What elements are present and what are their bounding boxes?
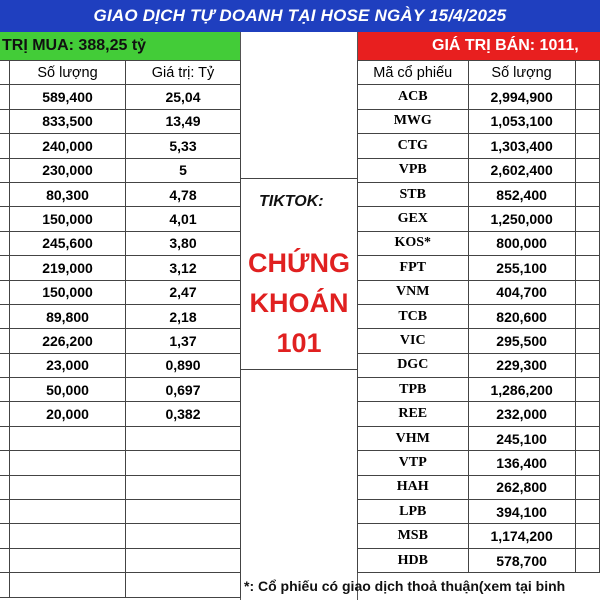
table-cell: 230,000 [10,158,126,182]
column-header: Số lượng [468,61,575,85]
table-row [358,475,600,499]
table-cell [10,451,126,475]
table-row [358,109,600,133]
table-cell [0,207,10,231]
table-cell: 1,250,000 [468,207,575,231]
table-cell: 23,000 [10,353,126,377]
table-cell: 1,053,100 [468,109,575,133]
table-cell [0,158,10,182]
table-cell: 0,697 [126,378,241,402]
table-cell: 2,994,900 [468,85,575,109]
table-row [0,353,241,377]
table-row [358,182,600,206]
table-cell: 1,37 [126,329,241,353]
table-cell: 3,80 [126,231,241,255]
table-cell [0,426,10,450]
footnote: *: Cổ phiếu có giao dịch thoả thuận(xem tại binh [244,578,566,594]
table-cell [0,353,10,377]
table-cell: 0,890 [126,353,241,377]
table-cell: 394,100 [468,500,575,524]
table-cell: ACB [358,85,469,109]
table-cell [575,182,599,206]
table-cell: 820,600 [468,304,575,328]
table-cell [0,524,10,548]
table-cell [575,109,599,133]
table-row [0,134,241,158]
table-cell: 2,47 [126,280,241,304]
table-row [0,85,241,109]
table-cell: CTG [358,134,469,158]
table-cell: 1,303,400 [468,134,575,158]
table-cell [10,500,126,524]
table-cell [0,304,10,328]
table-cell: 404,700 [468,280,575,304]
table-cell [0,548,10,572]
table-cell [0,475,10,499]
table-cell: VIC [358,329,469,353]
table-cell: 295,500 [468,329,575,353]
table-cell [126,426,241,450]
table-cell: 136,400 [468,451,575,475]
table-cell [0,256,10,280]
table-cell [575,548,599,572]
promo-brand-line1: CHỨNG [248,248,350,278]
table-cell: FPT [358,256,469,280]
table-cell: VPB [358,158,469,182]
table-row [358,378,600,402]
table-cell [0,500,10,524]
table-row [0,402,241,426]
table-cell: 226,200 [10,329,126,353]
table-row [0,231,241,255]
table-row [0,256,241,280]
table-row [0,158,241,182]
table-cell: DGC [358,353,469,377]
table-cell [575,207,599,231]
table-cell [0,329,10,353]
table-row [358,134,600,158]
table-cell [575,304,599,328]
table-cell: 1,174,200 [468,524,575,548]
table-cell [575,231,599,255]
promo-brand [241,243,357,363]
table-cell: 150,000 [10,207,126,231]
table-row [0,500,241,524]
table-cell [0,378,10,402]
table-cell [575,500,599,524]
table-row [358,426,600,450]
table-cell: LPB [358,500,469,524]
table-cell [126,524,241,548]
table-cell [575,256,599,280]
table-row [358,280,600,304]
table-row [358,451,600,475]
table-cell [126,500,241,524]
sell-table [357,60,600,573]
table-row [0,304,241,328]
table-row [358,304,600,328]
column-header: Mã cổ phiếu [358,61,469,85]
promo-box [241,178,357,370]
table-cell: 219,000 [10,256,126,280]
table-cell: TCB [358,304,469,328]
table-cell: 229,300 [468,353,575,377]
promo-brand-line3: 101 [276,328,322,358]
table-cell: 5 [126,158,241,182]
table-row [0,378,241,402]
table-cell [0,451,10,475]
table-cell: 5,33 [126,134,241,158]
table-cell [126,475,241,499]
table-cell: 4,01 [126,207,241,231]
table-cell [10,548,126,572]
table-row [358,231,600,255]
table-cell: STB [358,182,469,206]
table-cell: 245,600 [10,231,126,255]
table-cell: 89,800 [10,304,126,328]
table-cell: 852,400 [468,182,575,206]
table-cell [575,426,599,450]
column-header [0,61,10,85]
table-row [0,524,241,548]
table-cell: 800,000 [468,231,575,255]
table-row [0,182,241,206]
table-cell: 245,100 [468,426,575,450]
table-cell: 13,49 [126,109,241,133]
table-row [0,207,241,231]
table-row [358,402,600,426]
sell-total-bar: GIÁ TRỊ BÁN: 1011, [358,32,600,60]
table-cell: REE [358,402,469,426]
table-cell [0,182,10,206]
column-header: Số lượng [10,61,126,85]
table-row [358,329,600,353]
table-row [358,500,600,524]
table-cell: VHM [358,426,469,450]
table-cell: VNM [358,280,469,304]
table-row [0,573,241,597]
table-row [358,207,600,231]
table-cell: 2,602,400 [468,158,575,182]
table-cell: 2,18 [126,304,241,328]
table-cell: 80,300 [10,182,126,206]
table-row [358,353,600,377]
table-cell [0,85,10,109]
table-cell: HAH [358,475,469,499]
table-cell: 50,000 [10,378,126,402]
table-cell: VTP [358,451,469,475]
table-cell [575,85,599,109]
table-cell: 20,000 [10,402,126,426]
table-header-row [358,61,600,85]
table-cell [575,353,599,377]
table-row [0,280,241,304]
buy-table [0,60,241,598]
table-cell [0,280,10,304]
promo-label: TIKTOK: [259,193,324,210]
table-row [0,475,241,499]
table-cell [0,402,10,426]
table-cell: 1,286,200 [468,378,575,402]
table-row [0,548,241,572]
page-title: GIAO DỊCH TỰ DOANH TẠI HOSE NGÀY 15/4/2025 [0,0,600,32]
table-row [0,426,241,450]
table-cell [0,573,10,597]
table-cell [575,158,599,182]
table-cell: 0,382 [126,402,241,426]
table-cell: KOS* [358,231,469,255]
table-cell [575,451,599,475]
table-row [0,451,241,475]
table-cell: 833,500 [10,109,126,133]
table-row [358,158,600,182]
table-cell: 589,400 [10,85,126,109]
table-cell: MSB [358,524,469,548]
table-cell [575,378,599,402]
table-cell: 240,000 [10,134,126,158]
table-row [358,524,600,548]
table-cell: 255,100 [468,256,575,280]
table-cell: 578,700 [468,548,575,572]
table-cell [10,524,126,548]
table-cell [575,280,599,304]
table-row [358,256,600,280]
table-cell [575,524,599,548]
table-header-row [0,61,241,85]
table-cell [10,475,126,499]
table-cell [575,329,599,353]
table-cell: 4,78 [126,182,241,206]
table-cell [126,451,241,475]
table-cell [575,475,599,499]
table-cell [0,231,10,255]
table-cell: MWG [358,109,469,133]
table-row [0,329,241,353]
table-cell [575,134,599,158]
table-cell: 25,04 [126,85,241,109]
buy-total-bar: TRỊ MUA: 388,25 tỷ [0,32,240,60]
table-cell: 232,000 [468,402,575,426]
table-cell: GEX [358,207,469,231]
column-header [575,61,599,85]
table-cell [126,573,241,597]
table-row [0,109,241,133]
promo-brand-line2: KHOÁN [249,288,349,318]
table-row [358,85,600,109]
table-cell [0,109,10,133]
table-cell: 262,800 [468,475,575,499]
column-header: Giá trị: Tỷ [126,61,241,85]
table-cell [126,548,241,572]
table-row [358,548,600,572]
table-cell [0,134,10,158]
table-cell [10,426,126,450]
table-cell: TPB [358,378,469,402]
table-cell [10,573,126,597]
table-cell: 150,000 [10,280,126,304]
table-cell: HDB [358,548,469,572]
table-cell [575,402,599,426]
table-cell: 3,12 [126,256,241,280]
